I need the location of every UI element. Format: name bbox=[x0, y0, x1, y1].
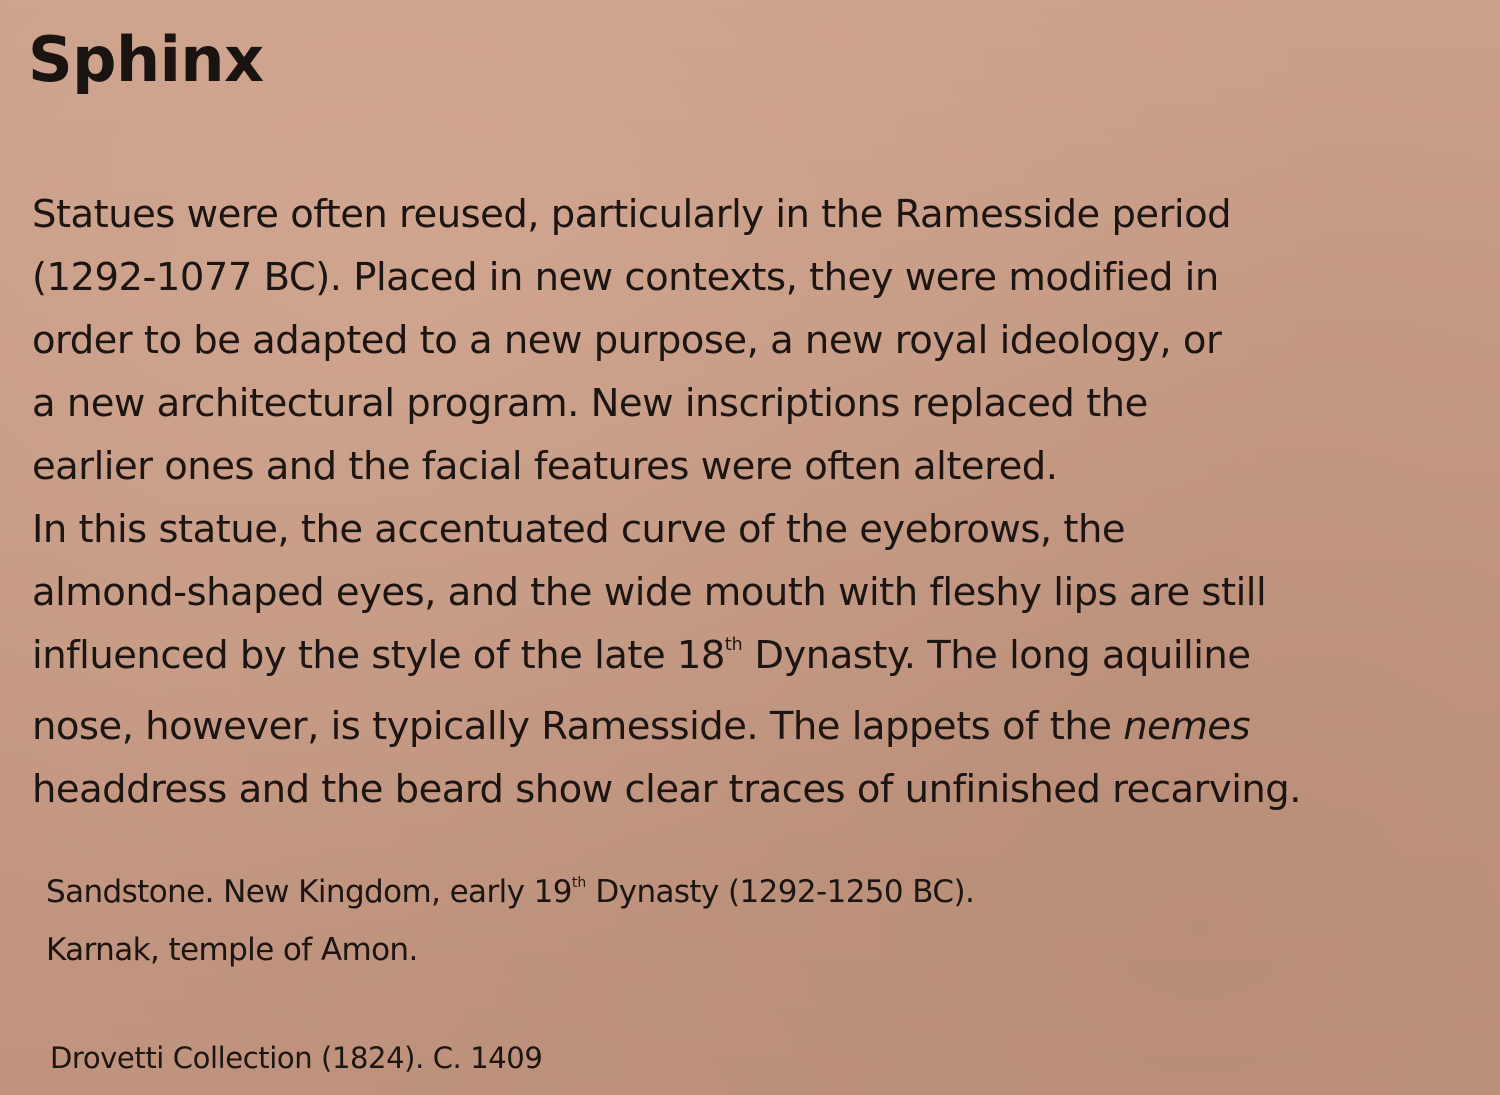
description-line bbox=[32, 624, 1482, 695]
object-caption bbox=[46, 866, 974, 976]
description-line: In this statue, the accentuated curve of the eyebrows, the bbox=[32, 507, 1126, 552]
description-text: influenced by the style of the late 18 bbox=[32, 633, 725, 678]
description-line: a new architectural program. New inscriptions replaced the bbox=[32, 381, 1148, 426]
description-line: almond-shaped eyes, and the wide mouth with fleshy lips are still bbox=[32, 570, 1267, 615]
description-line: earlier ones and the facial features were often altered. bbox=[32, 444, 1058, 489]
description-line: order to be adapted to a new purpose, a new royal ideology, or bbox=[32, 318, 1222, 363]
description-line: headdress and the beard show clear traces of unfinished recarving. bbox=[32, 767, 1301, 812]
description-text: nose, however, is typically Ramesside. The lappets of the bbox=[32, 704, 1124, 749]
label-title: Sphinx bbox=[28, 23, 264, 96]
italic-term: nemes bbox=[1123, 704, 1251, 749]
collection-credit: Drovetti Collection (1824). C. 1409 bbox=[50, 1041, 543, 1075]
ordinal-suffix: th bbox=[724, 634, 743, 655]
ordinal-suffix: th bbox=[571, 875, 587, 892]
caption-text: Sandstone. New Kingdom, early 19 bbox=[46, 874, 572, 910]
caption-line: Karnak, temple of Amon. bbox=[46, 932, 418, 968]
caption-line bbox=[46, 866, 974, 924]
label-description bbox=[32, 183, 1482, 821]
description-text: Dynasty. The long aquiline bbox=[742, 633, 1251, 678]
description-line: (1292-1077 BC). Placed in new contexts, they were modified in bbox=[32, 255, 1219, 300]
description-line: Statues were often reused, particularly in the Ramesside period bbox=[32, 192, 1232, 237]
caption-text: Dynasty (1292-1250 BC). bbox=[586, 874, 975, 910]
description-line bbox=[32, 695, 1482, 758]
